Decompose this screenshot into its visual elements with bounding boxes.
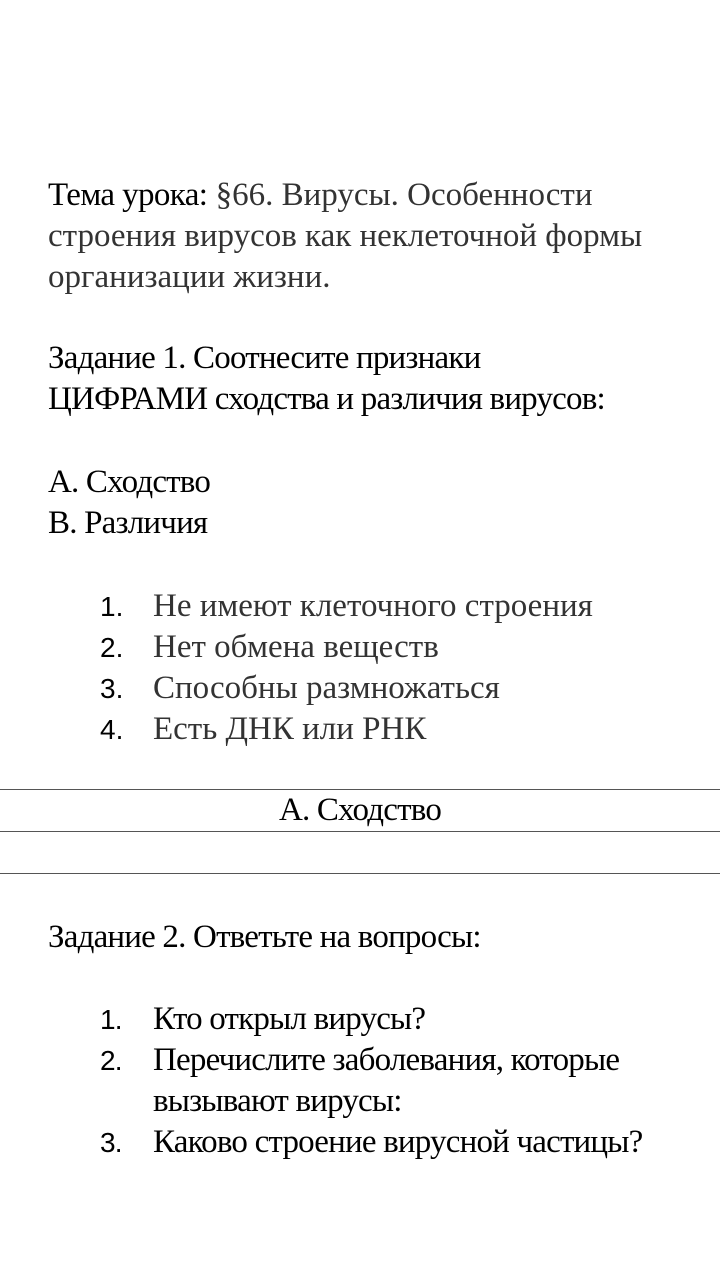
- task-2-heading: Задание 2. Ответьте на вопросы:: [48, 919, 481, 955]
- list-item-text: Не имеют клеточного строения: [153, 588, 593, 624]
- list-item: [48, 1040, 688, 1122]
- task-1-heading-line-1: Задание 1. Соотнесите признаки: [48, 340, 481, 376]
- list-item: [48, 668, 688, 709]
- list-item-number: 3.: [100, 673, 124, 704]
- lesson-topic-text: §66. Вирусы. Особенности строения вирусов как неклеточной формы организации жизни.: [48, 177, 643, 295]
- task-1-features-list: [48, 586, 688, 750]
- lesson-topic-label: Тема урока:: [48, 177, 208, 213]
- answer-table: [0, 789, 720, 874]
- list-item: [48, 1122, 688, 1163]
- list-item-text: Перечислите заболевания, которые вызывают вирусы:: [153, 1042, 620, 1119]
- lesson-topic: [48, 175, 688, 298]
- list-item-number: 1.: [100, 591, 124, 622]
- task-1-heading: [48, 338, 688, 420]
- list-item-text: Нет обмена веществ: [153, 629, 439, 665]
- answer-table-header: А. Сходство: [0, 789, 720, 831]
- task-2-questions-list: [48, 999, 688, 1163]
- list-item: [48, 999, 688, 1040]
- option-differences: В. Различия: [48, 505, 208, 541]
- list-item-text: Каково строение вирусной частицы?: [153, 1124, 643, 1160]
- list-item-text: Кто открыл вирусы?: [153, 1001, 426, 1037]
- list-item-number: 2.: [100, 632, 124, 663]
- list-item-number: 1.: [100, 1004, 122, 1035]
- answer-table-empty-row[interactable]: [0, 831, 720, 874]
- list-item-number: 3.: [100, 1127, 122, 1158]
- task-1-heading-line-2: ЦИФРАМИ сходства и различия вирусов:: [48, 381, 605, 417]
- list-item-number: 4.: [100, 714, 124, 745]
- list-item: [48, 586, 688, 627]
- task-1-options: [48, 462, 688, 544]
- list-item-number: 2.: [100, 1045, 122, 1076]
- option-similarity: А. Сходство: [48, 464, 211, 500]
- list-item: [48, 627, 688, 668]
- list-item-text: Способны размножаться: [153, 670, 500, 706]
- list-item: [48, 709, 688, 750]
- list-item-text: Есть ДНК или РНК: [153, 711, 427, 747]
